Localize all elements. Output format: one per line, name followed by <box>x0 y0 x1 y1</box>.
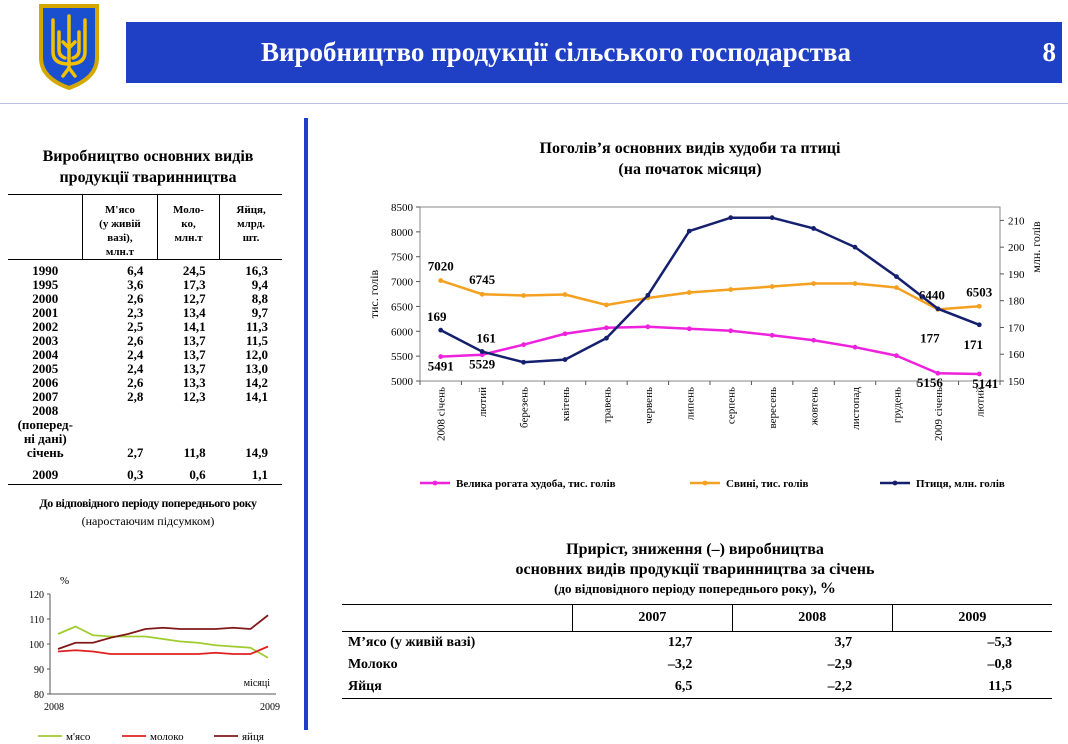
series-point <box>438 278 443 283</box>
data-label: 169 <box>426 309 447 325</box>
x-tick-label: жовтень <box>808 386 821 426</box>
table-row <box>8 362 282 376</box>
production-table-title: Виробництво основних видів продукції тваринництва <box>42 148 254 186</box>
table-row <box>8 404 282 468</box>
x-tick-label: листопад <box>850 387 862 430</box>
small-legend-label: молоко <box>150 731 184 742</box>
page-number: 8 <box>1042 37 1056 67</box>
series-point <box>853 245 858 250</box>
prod-value: 12,0 <box>245 347 268 362</box>
prod-value: 2,3 <box>127 305 144 320</box>
legend-item <box>880 478 1005 490</box>
legend-item <box>420 478 616 490</box>
legend-item <box>690 478 809 490</box>
prod-value: 1,1 <box>220 468 282 485</box>
prod-value: 13,7 <box>182 333 206 348</box>
series-point <box>977 304 982 309</box>
prod-year-line: (поперед- <box>17 417 73 432</box>
prod-year: 2006 <box>32 375 59 390</box>
prod-year-line: ні дані) <box>23 431 67 446</box>
y2-tick-label: 210 <box>1008 215 1025 228</box>
table-row <box>8 348 282 362</box>
small-x-label-start: 2008 <box>44 702 64 713</box>
small-y-tick-label: 100 <box>29 640 44 651</box>
growth-cell: 3,7 <box>834 635 853 650</box>
prod-value: 9,7 <box>251 305 268 320</box>
prod-value: 2,7 <box>127 445 144 460</box>
prod-header-line: Моло- <box>173 204 204 216</box>
series-line-0 <box>441 327 980 374</box>
data-label: 7020 <box>427 258 454 274</box>
table-row <box>8 292 282 306</box>
series-point <box>563 331 568 336</box>
y2-tick-label: 180 <box>1008 295 1025 308</box>
y-tick-label: 5500 <box>391 351 413 364</box>
series-point <box>811 226 816 231</box>
prod-value: 13,7 <box>182 347 206 362</box>
prod-value: 12,7 <box>182 291 206 306</box>
series-point <box>521 342 526 347</box>
growth-row-label: М’ясо (у живій вазі) <box>348 635 476 650</box>
series-point <box>728 287 733 292</box>
x-tick-label: лютий <box>477 387 490 418</box>
series-point <box>770 215 775 220</box>
series-point <box>728 215 733 220</box>
table-row <box>8 468 282 485</box>
page-title: Виробництво продукції сільського господарства <box>260 37 852 67</box>
prod-value: 2,4 <box>127 347 144 362</box>
growth-row-label: Молоко <box>348 657 398 672</box>
prod-value: 8,8 <box>251 291 268 306</box>
series-point <box>770 284 775 289</box>
legend-marker <box>433 481 438 486</box>
small-series-line-2 <box>58 615 268 649</box>
x-tick-label: березень <box>518 387 531 428</box>
y-axis-label: тис. голів <box>367 269 381 319</box>
series-point <box>811 338 816 343</box>
prod-value: 24,5 <box>182 263 206 278</box>
x-tick-label: 2008 січень <box>435 387 448 442</box>
prod-value: 14,9 <box>245 445 268 460</box>
small-y-tick-label: 80 <box>34 690 44 701</box>
prod-header-meat <box>83 195 158 260</box>
prod-header-year <box>8 195 83 260</box>
prod-value: 2,5 <box>127 319 144 334</box>
prod-value: 17,3 <box>182 277 206 292</box>
legend-label: Велика рогата худоба, тис. голів <box>456 478 616 490</box>
data-label: 171 <box>963 336 984 352</box>
data-label: 5141 <box>972 375 999 391</box>
coat-of-arms-logo <box>37 2 101 90</box>
livestock-line-chart <box>340 195 1060 500</box>
prod-value: 2,6 <box>127 291 144 306</box>
data-label: 161 <box>476 330 496 346</box>
prod-value: 3,6 <box>127 277 144 292</box>
prod-value: 9,4 <box>251 277 268 292</box>
data-label: 6440 <box>918 287 945 303</box>
index-line-chart <box>8 570 298 742</box>
data-label: 6503 <box>966 284 993 300</box>
prod-value: 13,0 <box>245 361 268 376</box>
prod-header-line: Яйця, <box>236 204 266 216</box>
small-y-tick-label: 110 <box>29 615 44 626</box>
growth-table-subtitle: (до відповідного періоду попереднього року), % <box>554 580 836 597</box>
series-point <box>687 326 692 331</box>
prod-header-line: млн.т <box>105 246 135 258</box>
y-tick-label: 7500 <box>391 251 413 264</box>
series-point <box>645 324 650 329</box>
prod-year <box>8 404 83 468</box>
prod-value: 2,4 <box>127 361 144 376</box>
production-table <box>8 194 282 485</box>
series-point <box>521 293 526 298</box>
series-point <box>770 333 775 338</box>
small-chart-subnote: (наростаючим підсумком) <box>81 514 215 528</box>
series-point <box>604 336 609 341</box>
growth-table <box>342 604 1052 699</box>
x-tick-label: квітень <box>560 387 572 422</box>
prod-header-line: вазі), <box>107 232 133 244</box>
series-point <box>563 292 568 297</box>
prod-value: 13,4 <box>182 305 206 320</box>
growth-header-2008: 2008 <box>732 605 892 632</box>
series-point <box>604 303 609 308</box>
series-point <box>811 281 816 286</box>
y-tick-label: 5000 <box>391 376 413 388</box>
small-y-tick-label: 120 <box>29 590 44 601</box>
data-label: 6745 <box>469 272 496 288</box>
series-point <box>935 306 940 311</box>
prod-value: 13,3 <box>182 375 206 390</box>
growth-table-title: Приріст, зниження (–) виробництва основних видів продукції тваринництва за січень <box>515 541 875 578</box>
prod-header-milk <box>157 195 219 260</box>
table-row <box>8 334 282 348</box>
growth-header-2007: 2007 <box>573 605 733 632</box>
growth-cell: 6,5 <box>573 676 733 699</box>
small-legend-item <box>214 731 264 742</box>
y2-tick-label: 190 <box>1008 268 1025 281</box>
x-tick-label: травень <box>601 387 614 424</box>
x-tick-label: серпень <box>725 387 738 425</box>
prod-year: 1990 <box>32 263 59 278</box>
header-separator <box>0 103 1068 104</box>
series-point <box>853 345 858 350</box>
table-row <box>8 306 282 320</box>
table-row <box>8 390 282 404</box>
prod-value: 2,6 <box>127 375 144 390</box>
growth-cell: –2,9 <box>827 657 853 672</box>
table-row <box>8 376 282 390</box>
data-label: 5491 <box>427 358 454 374</box>
y2-tick-label: 170 <box>1008 322 1025 335</box>
x-tick-label: вересень <box>767 387 780 429</box>
series-point <box>604 325 609 330</box>
x-tick-label: лютий <box>974 387 987 418</box>
table-row <box>8 260 282 279</box>
series-point <box>853 281 858 286</box>
x-tick-label: червень <box>642 387 655 424</box>
table-row <box>8 278 282 292</box>
prod-year: 2001 <box>32 305 59 320</box>
y-tick-label: 8500 <box>391 202 413 214</box>
column-divider <box>304 118 308 730</box>
small-legend-label: м'ясо <box>66 731 91 742</box>
small-legend-label: яйця <box>242 731 264 742</box>
growth-cell: –3,2 <box>667 657 693 672</box>
prod-header-line: млрд. <box>237 218 266 230</box>
series-point <box>521 360 526 365</box>
prod-value: 11,3 <box>245 319 268 334</box>
prod-year: 2004 <box>32 347 59 362</box>
prod-header-line: ко, <box>181 218 196 230</box>
legend-label: Птиця, млн. голів <box>916 478 1005 490</box>
small-legend-item <box>38 731 91 742</box>
series-point <box>894 274 899 279</box>
prod-value: 12,3 <box>182 389 206 404</box>
small-y-tick-label: 90 <box>34 665 44 676</box>
growth-cell: 12,7 <box>667 635 693 650</box>
prod-value: 13,7 <box>182 361 206 376</box>
prod-header-line: млн.т <box>174 232 203 244</box>
growth-header-blank <box>342 605 573 632</box>
small-x-label-end: 2009 <box>260 702 280 713</box>
prod-header-line: (у живій <box>99 218 141 230</box>
prod-year: 2009 <box>8 468 83 485</box>
x-tick-label: грудень <box>891 387 904 424</box>
prod-year: 1995 <box>32 277 59 292</box>
prod-value: 0,3 <box>83 468 158 485</box>
legend-label: Свині, тис. голів <box>726 478 809 490</box>
table-row <box>8 320 282 334</box>
growth-cell: –2,2 <box>732 676 892 699</box>
small-y-axis-label: % <box>60 575 70 587</box>
growth-cell: –0,8 <box>987 657 1012 672</box>
prod-value: 14,1 <box>182 319 206 334</box>
y2-tick-label: 150 <box>1008 376 1025 388</box>
series-point <box>645 293 650 298</box>
series-point <box>728 328 733 333</box>
legend-marker <box>893 481 898 486</box>
series-point <box>687 290 692 295</box>
growth-cell: 11,5 <box>892 676 1052 699</box>
small-chart-note: До відповідного періоду попереднього року <box>39 496 257 510</box>
legend-marker <box>703 481 708 486</box>
series-point <box>687 229 692 234</box>
prod-header-eggs <box>220 195 282 260</box>
growth-row-label: Яйця <box>342 676 573 699</box>
prod-year-line: 2008 <box>32 403 59 418</box>
series-point <box>438 328 443 333</box>
y-tick-label: 8000 <box>391 226 413 239</box>
series-point <box>977 322 982 327</box>
y-tick-label: 7000 <box>391 276 413 289</box>
prod-year: 2005 <box>32 361 59 376</box>
growth-cell: –5,3 <box>987 635 1012 650</box>
x-tick-label: липень <box>684 387 697 421</box>
prod-header-line: М'ясо <box>105 204 135 216</box>
data-label: 5156 <box>916 375 943 391</box>
prod-year: 2002 <box>32 319 59 334</box>
series-point <box>894 353 899 358</box>
prod-value: 0,6 <box>157 468 219 485</box>
y2-axis-label: млн. голів <box>1029 221 1043 273</box>
series-point <box>894 285 899 290</box>
prod-value: 14,1 <box>245 389 268 404</box>
prod-header-line: шт. <box>242 232 260 244</box>
y2-tick-label: 160 <box>1008 349 1025 362</box>
y2-tick-label: 200 <box>1008 242 1025 255</box>
prod-year: 2007 <box>32 389 59 404</box>
prod-value: 6,4 <box>127 263 144 278</box>
series-point <box>480 349 485 354</box>
y-tick-label: 6500 <box>391 301 413 314</box>
prod-year: 2000 <box>32 291 59 306</box>
small-legend-item <box>122 731 184 742</box>
prod-value: 11,5 <box>245 333 268 348</box>
y-tick-label: 6000 <box>391 326 413 339</box>
prod-value: 2,6 <box>127 333 144 348</box>
x-tick-label: 2009 січень <box>932 387 945 442</box>
growth-header-2009: 2009 <box>892 605 1052 632</box>
prod-value: 11,8 <box>183 445 206 460</box>
prod-year-line: січень <box>26 445 64 460</box>
series-point <box>480 292 485 297</box>
prod-year: 2003 <box>32 333 59 348</box>
livestock-chart-title: Поголів’я основних видів худоби та птиці (на початок місяця) <box>539 140 841 178</box>
prod-value: 16,3 <box>245 263 268 278</box>
data-label: 177 <box>920 330 940 346</box>
series-point <box>563 357 568 362</box>
prod-value: 2,8 <box>127 389 144 404</box>
small-x-note: місяці <box>243 678 270 689</box>
prod-value: 14,2 <box>245 375 268 390</box>
data-label: 5529 <box>469 356 496 372</box>
